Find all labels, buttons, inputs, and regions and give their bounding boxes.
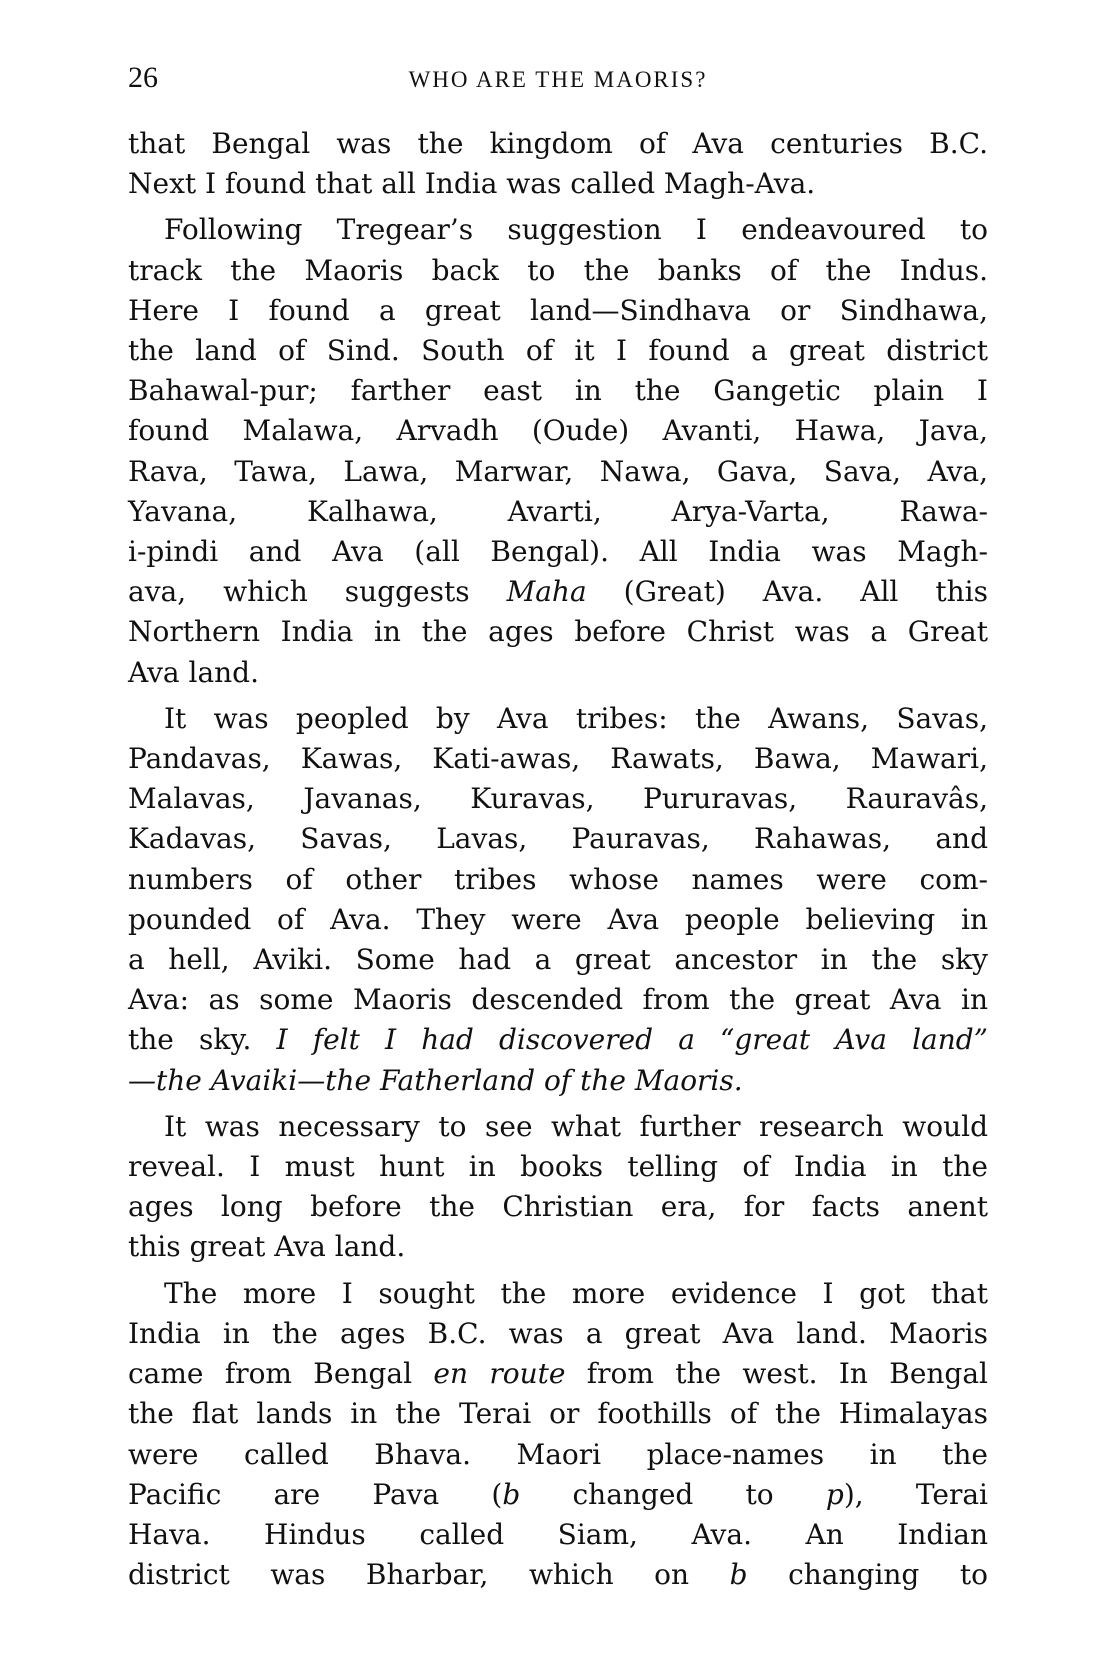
text-line (128, 331, 988, 371)
italic-text: Maha (506, 575, 587, 609)
text-line (128, 291, 988, 331)
text-segment: changed to (520, 1477, 826, 1511)
paragraph (128, 1274, 988, 1596)
text-line (128, 1274, 988, 1314)
text-segment: reveal. I must hunt in books telling of India in the (128, 1150, 988, 1184)
text-line (128, 779, 988, 819)
text-segment: ages long before the Christian era, for facts anent (128, 1190, 988, 1224)
text-line (128, 1394, 988, 1434)
text-line (128, 1314, 988, 1354)
text-line (128, 210, 988, 250)
text-segment: Ava: as some Maoris descended from the great Ava in (128, 983, 988, 1017)
text-line (128, 739, 988, 779)
text-line (128, 1354, 988, 1394)
text-segment: came from Bengal (128, 1357, 434, 1391)
text-segment: the sky. (128, 1023, 277, 1057)
text-line (128, 411, 988, 451)
italic-text: b (729, 1558, 748, 1592)
text-segment: Malavas, Javanas, Kuravas, Pururavas, Rauravâs, (128, 782, 988, 816)
text-segment: the flat lands in the Terai or foothills of the Himalayas (128, 1397, 988, 1431)
text-segment: a hell, Aviki. Some had a great ancestor in the sky (128, 943, 988, 977)
paragraph (128, 699, 988, 1101)
text-line (128, 532, 988, 572)
text-segment: Here I found a great land—Sindhava or Sindhawa, (128, 293, 988, 327)
text-segment: pounded of Ava. They were Ava people believing in (128, 902, 988, 936)
text-line (128, 1061, 988, 1101)
text-segment: this great Ava land. (128, 1230, 406, 1264)
text-segment: numbers of other tribes whose names were com- (128, 862, 988, 896)
italic-text: p (825, 1477, 844, 1511)
text-segment: Kadavas, Savas, Lavas, Pauravas, Rahawas, and (128, 822, 988, 856)
text-line (128, 612, 988, 652)
italic-text: b (502, 1477, 521, 1511)
paragraph (128, 124, 988, 204)
text-line (128, 860, 988, 900)
text-segment: changing to (747, 1558, 988, 1592)
text-line (128, 371, 988, 411)
text-segment: It was peopled by Ava tribes: the Awans, Savas, (164, 701, 988, 735)
text-segment: district was Bharbar, which on (128, 1558, 730, 1592)
text-line (128, 452, 988, 492)
text-line (128, 653, 988, 693)
text-segment: Northern India in the ages before Christ was a Great (128, 615, 988, 649)
text-line (128, 1147, 988, 1187)
text-segment: (Great) Ava. All this (586, 575, 988, 609)
text-line (128, 124, 988, 164)
text-segment: i-pindi and Ava (all Bengal). All India was Magh- (128, 535, 988, 569)
text-segment: that Bengal was the kingdom of Ava centuries B.C. (128, 127, 988, 160)
running-head (128, 58, 988, 98)
text-line (128, 699, 988, 739)
text-line (128, 572, 988, 612)
text-segment: Hava. Hindus called Siam, Ava. An Indian (128, 1517, 988, 1551)
text-segment: were called Bhava. Maori place-names in the (128, 1437, 988, 1471)
text-line (128, 819, 988, 859)
text-segment: Next I found that all India was called Magh-Ava. (128, 167, 816, 201)
text-segment: India in the ages B.C. was a great Ava land. Maoris (128, 1316, 988, 1350)
text-segment: Pacific are Pava ( (128, 1477, 503, 1511)
page-number: 26 (128, 61, 158, 94)
paragraph (128, 1107, 988, 1268)
text-line (128, 1227, 988, 1267)
text-line (128, 251, 988, 291)
text-segment: ava, which suggests (128, 575, 507, 609)
text-line (128, 164, 988, 204)
text-segment: It was necessary to see what further research would (164, 1109, 988, 1143)
text-segment: the land of Sind. South of it I found a great district (128, 334, 988, 368)
text-segment: Rava, Tawa, Lawa, Marwar, Nawa, Gava, Sava, Ava, (128, 454, 988, 488)
text-line (128, 1107, 988, 1147)
text-line (128, 1475, 988, 1515)
italic-text: I felt I had discovered a “great Ava land” (276, 1023, 988, 1057)
text-segment: Yavana, Kalhawa, Avarti, Arya-Varta, Rawa- (128, 494, 988, 528)
paragraph (128, 210, 988, 692)
text-line (128, 492, 988, 532)
text-line (128, 940, 988, 980)
body-text (128, 124, 988, 1601)
text-segment: found Malawa, Arvadh (Oude) Avanti, Hawa, Java, (128, 414, 988, 448)
text-line (128, 1555, 988, 1595)
text-line (128, 1187, 988, 1227)
italic-text: en route (433, 1357, 566, 1391)
text-segment: Bahawal-pur; farther east in the Gangetic plain I (128, 374, 988, 408)
text-segment: track the Maoris back to the banks of the Indus. (128, 253, 988, 287)
text-line (128, 1515, 988, 1555)
text-segment: from the west. In Bengal (565, 1357, 988, 1391)
text-segment: Following Tregear’s suggestion I endeavoured to (164, 213, 988, 247)
text-line (128, 980, 988, 1020)
running-title: WHO ARE THE MAORIS? (408, 67, 708, 92)
text-line (128, 1435, 988, 1475)
text-segment: ), Terai (843, 1477, 988, 1511)
text-line (128, 900, 988, 940)
text-segment: The more I sought the more evidence I got that (164, 1276, 988, 1310)
text-segment: Ava land. (128, 655, 260, 689)
italic-text: —the Avaiki—the Fatherland of the Maoris. (128, 1063, 743, 1097)
text-line (128, 1020, 988, 1060)
text-segment: Pandavas, Kawas, Kati-awas, Rawats, Bawa, Mawari, (128, 742, 988, 776)
